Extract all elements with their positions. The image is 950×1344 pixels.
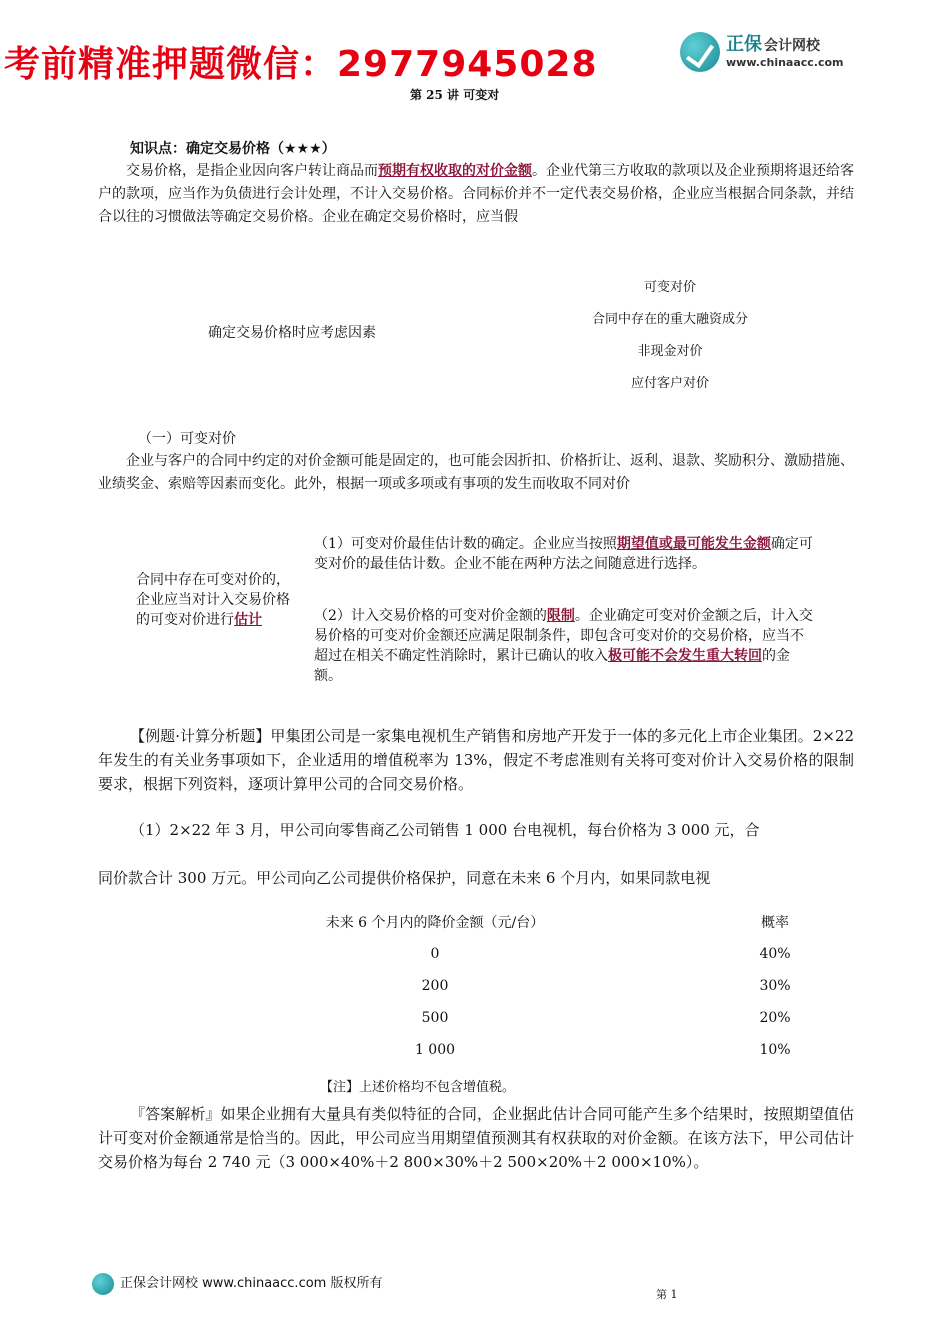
highlight-estimate: 估计 [234,612,262,628]
logo-name: 正保 会计网校 [726,34,820,55]
section-subtitle: （一）可变对价 [138,431,236,447]
definition-paragraph: 交易价格，是指企业因向客户转让商品而预期有权收取的对价金额。企业代第三方收取的款项以及企业预期将退还给客户的款项，应当作为负债进行会计处理，不计入交易价格。合同标价并不一定代表交易价格，企业应当根据合同条款，并结合以往的习惯做法等确定交易价格。企业在确定交易价格时，应当假 [98,163,854,225]
footer-text: 正保会计网校 www.chinaacc.com 版权所有 [120,1276,383,1291]
page-number: 第 1 [656,1288,678,1301]
footer-logo-icon [92,1273,114,1295]
logo-sub: 会计网校 [764,38,820,54]
highlight-constraint: 限制 [546,608,575,624]
diagram-left-label: 确定交易价格时应考虑因素 [208,325,376,341]
highlight-expected-value: 期望值或最可能发生金额 [616,536,771,552]
table-row: 0 40% [430,946,791,962]
knowledge-heading: 知识点：确定交易价格（★★★） [130,141,336,157]
logo-url: www.chinaacc.com [726,56,844,69]
header-probability: 概率 [761,915,789,931]
table-note: 【注】上述价格均不包含增值税。 [320,1080,516,1095]
logo-mark-icon [680,32,720,72]
chinaacc-logo [680,28,880,78]
table-row: 200 30% [421,978,791,994]
answer-analysis: 『答案解析』如果企业拥有大量具有类似特征的合同，企业据此估计合同可能产生多个结果时，按照期望值估计可变对价金额通常是恰当的。因此，甲公司应当用期望值预测其有权获取的对价金额。在该方法下，甲公司估计交易价格为每台 2 740 元（3 000×40%＋2 800×30%＋2 500×20%＋2 000×10%）。 [98,1105,854,1171]
diagram-item-financing: 合同中存在的重大融资成分 [591,312,748,327]
box-right-item-1: （1）可变对价最佳估计数的确定。企业应当按照期望值或最可能发生金额确定可变对价的最佳估计数。企业不能在两种方法之间随意进行选择。 [314,536,813,572]
variable-paragraph: 企业与客户的合同中约定的对价金额可能是固定的，也可能会因折扣、价格折让、返利、退款、奖励积分、激励措施、业绩奖金、索赔等因素而变化。此外，根据一项或多项或有事项的发生而收取不同对价 [98,453,854,492]
table-header-row [290,912,820,931]
footer [92,1272,382,1295]
highlight-expected-consideration: 预期有权收取的对价金额 [378,163,532,179]
table-row: 1 000 10% [414,1042,791,1058]
highlight-no-reversal: 极可能不会发生重大转回 [608,648,762,664]
diagram-item-noncash: 非现金对价 [637,344,703,359]
diagram-item-variable: 可变对价 [643,280,696,295]
price-probability-table [290,912,820,1062]
example-item-1: （1）2×22 年 3 月，甲公司向零售商乙公司销售 1 000 台电视机，每台价格为 3 000 元，合 [130,821,760,839]
table-row: 500 20% [421,1010,791,1026]
box-left-text: 合同中存在可变对价的，企业应当对计入交易价格的可变对价进行估计 [136,572,290,628]
diagram-item-payable: 应付客户对价 [630,376,709,391]
example-item-1-cont: 同价款合计 300 万元。甲公司向乙公司提供价格保护，同意在未来 6 个月内，如果同款电视 [98,869,711,887]
box-right-item-2: （2）计入交易价格的可变对价金额的限制。企业确定可变对价金额之后，计入交易价格的可变对价金额还应满足限制条件，即包含可变对价的交易价格，应当不超过在相关不确定性消除时，累计已确认的收入极可能不会发生重大转回的金额。 [314,608,813,684]
example-intro: 【例题·计算分析题】甲集团公司是一家集电视机生产销售和房地产开发于一体的多元化上市企业集团。2×22 年发生的有关业务事项如下，企业适用的增值税率为 13%，假定不考虑准则有关将可变对价计入交易价格的限制要求，根据下列资料，逐项计算甲公司的合同交易价格。 [98,727,854,793]
header-decrease: 未来 6 个月内的降价金额（元/台） [325,915,545,931]
watermark-text: 考前精准押题微信：2977945028 [4,44,598,85]
lecture-title: 第 25 讲 可变对 [410,88,500,102]
